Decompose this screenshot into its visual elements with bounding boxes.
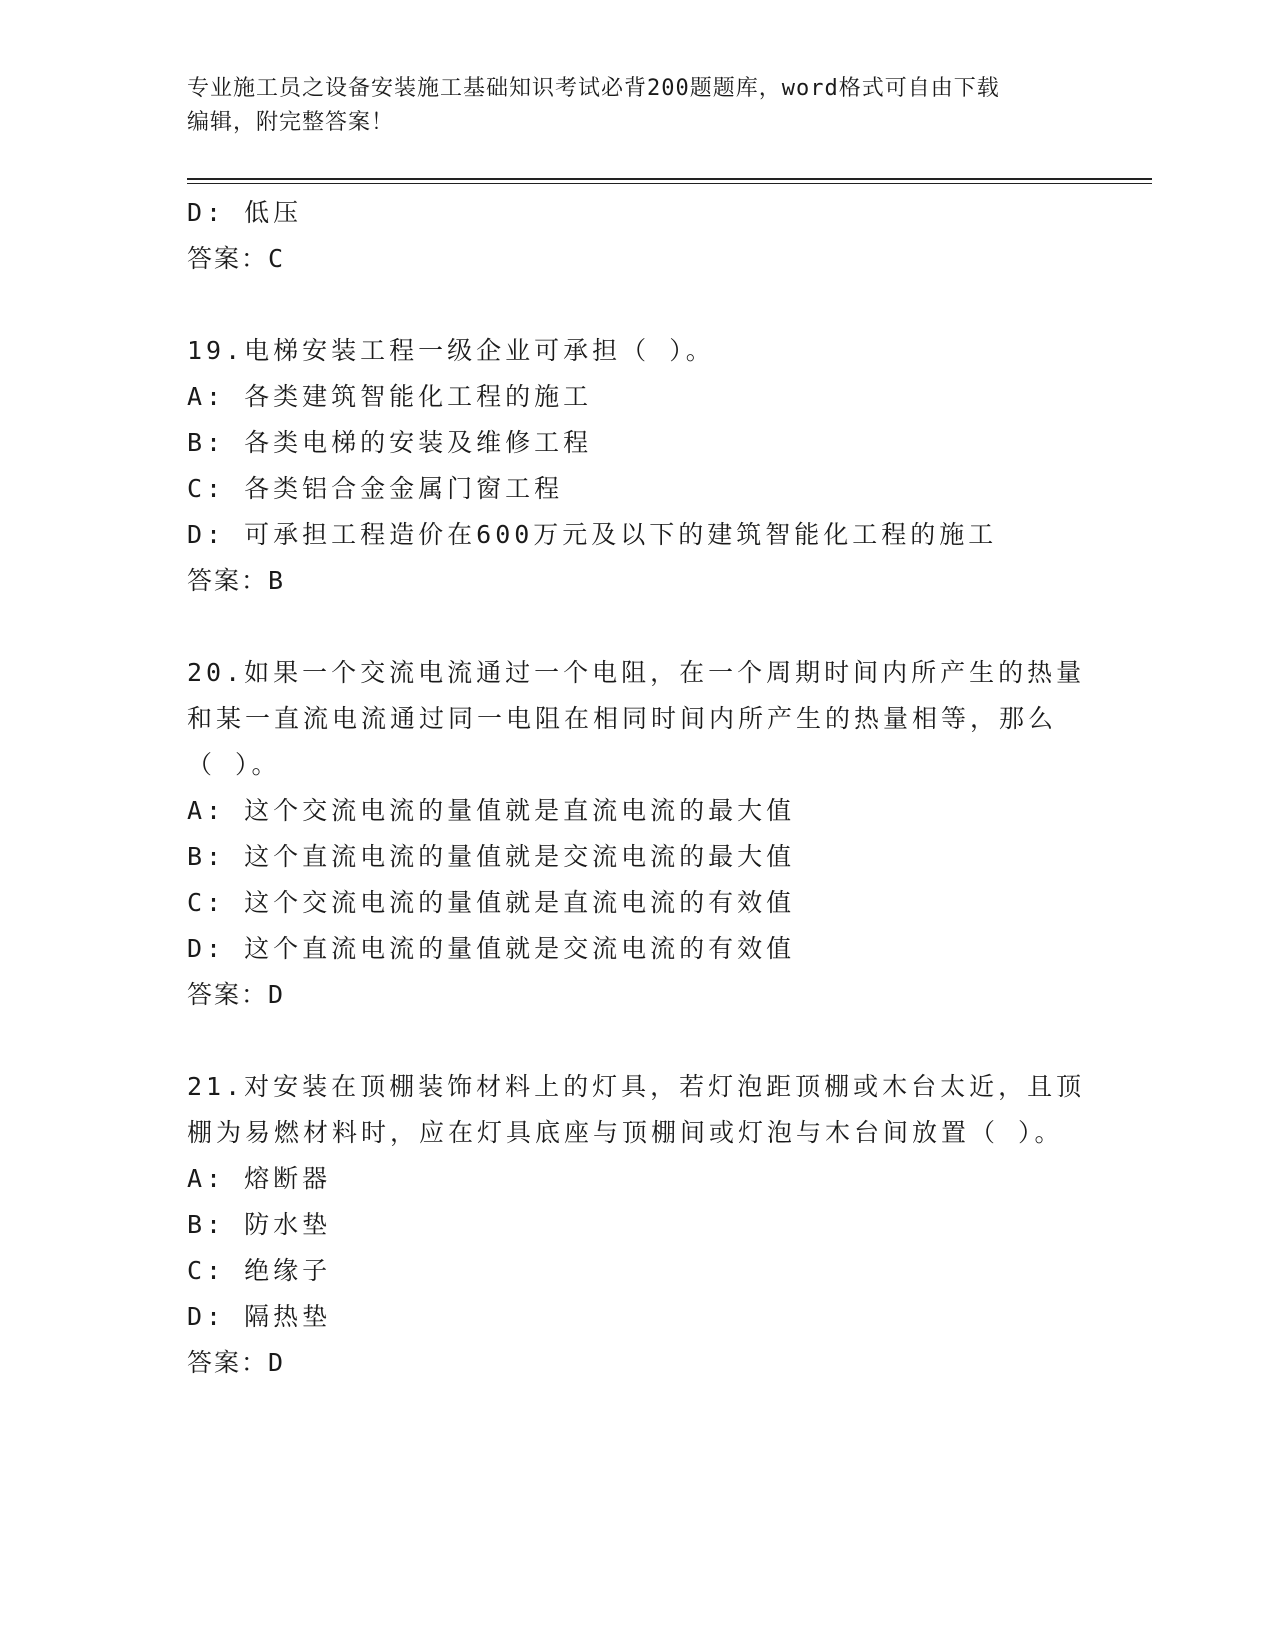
option-c: C: 这个交流电流的量值就是直流电流的有效值 [187,888,796,917]
option-d: D: 可承担工程造价在600万元及以下的建筑智能化工程的施工 [187,520,998,549]
option-a: A: 各类建筑智能化工程的施工 [187,382,593,411]
answer-label: 答案：D [187,980,286,1009]
question-20 [187,650,1147,1018]
question-list [187,190,1147,1386]
option-d: D: 隔热垫 [187,1302,332,1331]
option-b: B: 各类电梯的安装及维修工程 [187,428,593,457]
option-d: D: 低压 [187,198,303,227]
question-19 [187,328,1147,604]
option-a: A: 这个交流电流的量值就是直流电流的最大值 [187,796,796,825]
answer-label: 答案：D [187,1348,286,1377]
question-stem-line3: （ ）。 [187,750,281,779]
document-header [187,72,1087,140]
header-title-line2: 编辑，附完整答案！ [187,110,395,135]
question-stem: 19.电梯安装工程一级企业可承担（ ）。 [187,336,715,365]
answer-label: 答案：B [187,566,286,595]
header-rule-thin [187,183,1152,184]
question-stem-line1: 21.对安装在顶棚装饰材料上的灯具，若灯泡距顶棚或木台太近，且顶 [187,1072,1086,1101]
option-c: C: 绝缘子 [187,1256,332,1285]
option-c: C: 各类铝合金金属门窗工程 [187,474,564,503]
previous-question-tail [187,190,1147,282]
header-rule-thick [187,178,1152,180]
question-stem-line2: 和某一直流电流通过同一电阻在相同时间内所产生的热量相等，那么 [187,704,1058,733]
header-title-line1: 专业施工员之设备安装施工基础知识考试必背200题题库，word格式可自由下载 [187,76,1000,101]
question-stem-line1: 20.如果一个交流电流通过一个电阻，在一个周期时间内所产生的热量 [187,658,1086,687]
option-b: B: 防水垫 [187,1210,332,1239]
option-b: B: 这个直流电流的量值就是交流电流的最大值 [187,842,796,871]
answer-label: 答案：C [187,244,286,273]
question-stem-line2: 棚为易燃材料时，应在灯具底座与顶棚间或灯泡与木台间放置（ ）。 [187,1118,1064,1147]
question-21 [187,1064,1147,1386]
option-d: D: 这个直流电流的量值就是交流电流的有效值 [187,934,796,963]
option-a: A: 熔断器 [187,1164,332,1193]
